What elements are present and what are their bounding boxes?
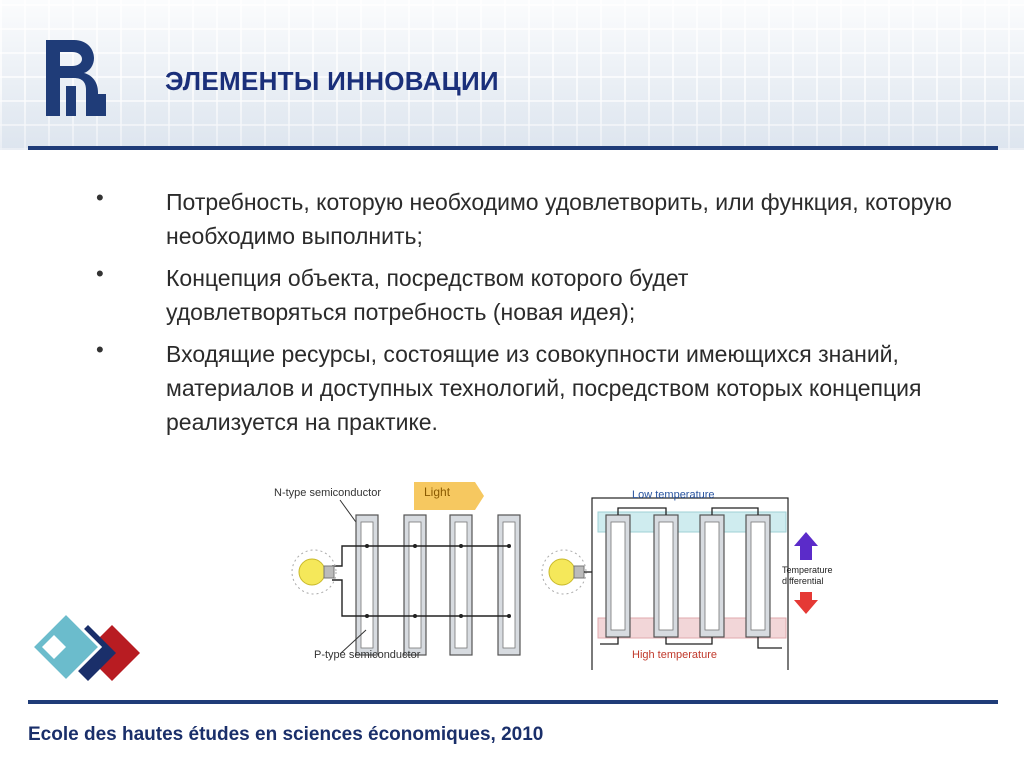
temperature-differential-label-2: differential [782, 576, 824, 586]
bullet-item [0, 337, 1024, 439]
bullet-item [0, 261, 1024, 329]
footer-divider [28, 700, 998, 704]
light-label: Light [424, 485, 451, 499]
thermoelectric-diagram [270, 470, 850, 670]
light-bulb-icon [292, 550, 336, 594]
temperature-differential-label: Temperature [782, 565, 833, 575]
corner-arrows-decoration-icon [28, 605, 173, 700]
high-temperature-label: High temperature [632, 649, 717, 661]
bullet-marker: • [96, 185, 104, 210]
light-bulb-icon [542, 550, 592, 594]
header-divider [28, 146, 998, 150]
bullet-item [0, 185, 1024, 253]
bullet-text: Входящие ресурсы, состоящие из совокупности имеющихся знаний, материалов и доступных технологий, посредством которых концепция реализуется на практике. [166, 341, 922, 435]
left-diagram [274, 482, 520, 661]
header-band [0, 0, 1024, 150]
arrow-down-icon [794, 592, 818, 614]
right-diagram [542, 489, 833, 670]
footer-text: Ecole des hautes études en sciences économiques, 2010 [28, 724, 544, 745]
bullet-text: Потребность, которую необходимо удовлетворить, или функция, которую необходимо выполнить; [166, 189, 952, 249]
bullet-marker: • [96, 261, 104, 286]
p-type-label: P-type semiconductor [314, 649, 421, 661]
semiconductor-bars [356, 515, 520, 655]
bullet-text: Концепция объекта, посредством которого будет удовлетворяться потребность (новая идея); [166, 265, 689, 325]
n-type-label: N-type semiconductor [274, 487, 381, 499]
low-temperature-label: Low temperature [632, 489, 715, 501]
bullet-marker: • [96, 337, 104, 362]
hse-logo-icon [40, 34, 110, 126]
bullet-list [0, 185, 1024, 447]
slide-title: ЭЛЕМЕНТЫ ИННОВАЦИИ [165, 66, 499, 96]
arrow-up-icon [794, 532, 818, 560]
